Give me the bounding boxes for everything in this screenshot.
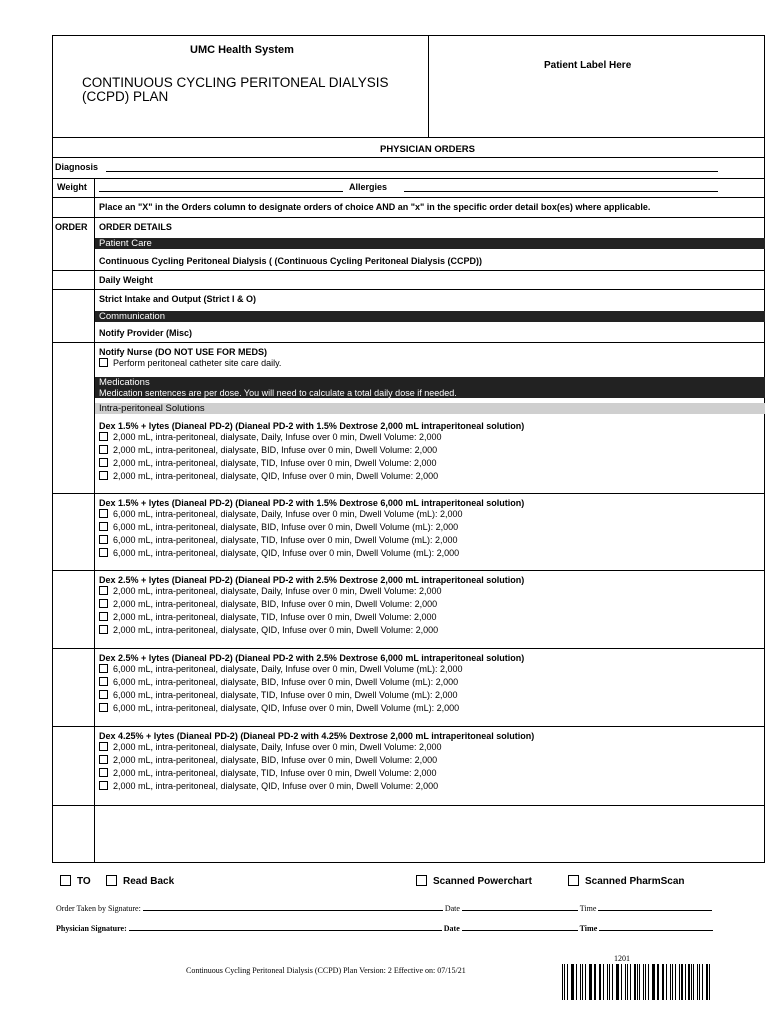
barcode-bar [670, 964, 671, 1000]
solution-order-3[interactable]: Dex 2.5% + lytes (Dianeal PD-2) (Dianeal PD-2 with 2.5% Dextrose 2,000 mL intraperitoneal solution) [99, 575, 525, 585]
barcode-bar [616, 964, 617, 1000]
scanned-powerchart-checkbox[interactable] [416, 875, 532, 887]
patient-label-area: Patient Label Here [544, 60, 632, 71]
barcode-bar [594, 964, 596, 1000]
barcode-bar [652, 964, 653, 1000]
order-notify-provider[interactable]: Notify Provider (Misc) [99, 328, 193, 338]
checkbox[interactable] [99, 471, 108, 480]
solution-option [99, 457, 437, 470]
checkbox[interactable] [99, 509, 108, 518]
checkbox[interactable] [99, 548, 108, 557]
rule [52, 726, 765, 727]
barcode-bar [625, 964, 626, 1000]
medications-note: Medication sentences are per dose. You will need to calculate a total daily dose if needed. [95, 388, 765, 398]
barcode-bar [599, 964, 600, 1000]
label: Scanned PharmScan [585, 876, 685, 887]
diagnosis-label: Diagnosis [55, 162, 99, 172]
order-taken-label: Order Taken by Signature: [56, 904, 141, 913]
physician-orders-heading: PHYSICIAN ORDERS [379, 144, 475, 155]
barcode-bar [645, 964, 646, 1000]
barcode-bar [634, 964, 636, 1000]
solution-option [99, 444, 437, 457]
order-column-header: ORDER [55, 222, 88, 232]
solution-order-5[interactable]: Dex 4.25% + lytes (Dianeal PD-2) (Dianeal PD-2 with 4.25% Dextrose 2,000 mL intraperitoneal solution) [99, 731, 535, 741]
time-field[interactable] [599, 930, 713, 931]
solution-option [99, 767, 437, 780]
section-patient-care: Patient Care [95, 238, 765, 249]
instruction-text: Place an "X" in the Orders column to designate orders of choice AND an "x" in the specific order detail box(es) where applicable. [99, 202, 651, 212]
barcode-bar [585, 964, 586, 1000]
solution-option [99, 598, 437, 611]
barcode-bar [709, 964, 710, 1000]
allergies-field[interactable] [404, 191, 718, 192]
plan-title-line2: (CCPD) PLAN [82, 89, 169, 104]
option-text: 6,000 mL, intra-peritoneal, dialysate, QID, Infuse over 0 min, Dwell Volume (mL): 2,000 [113, 548, 460, 558]
barcode-bar [648, 964, 649, 1000]
section-intraperitoneal: Intra-peritoneal Solutions [95, 403, 765, 414]
barcode-bar [630, 964, 631, 1000]
checkbox[interactable] [416, 875, 427, 886]
barcode-bar [657, 964, 658, 1000]
barcode-bar [675, 964, 676, 1000]
diagnosis-field[interactable] [106, 171, 718, 172]
barcode-bar [691, 964, 692, 1000]
barcode-bar [627, 964, 628, 1000]
barcode-bar [685, 964, 686, 1000]
barcode-bar [609, 964, 610, 1000]
checkbox[interactable] [99, 664, 108, 673]
label: Read Back [123, 876, 175, 887]
solution-order-4[interactable]: Dex 2.5% + lytes (Dianeal PD-2) (Dianeal PD-2 with 2.5% Dextrose 6,000 mL intraperitoneal solution) [99, 653, 525, 663]
barcode-bar [612, 964, 613, 1000]
order-ccpd[interactable]: Continuous Cycling Peritoneal Dialysis ( (Continuous Cycling Peritoneal Dialysis (CCPD)) [99, 256, 483, 266]
rule [52, 342, 765, 343]
order-strict-io[interactable]: Strict Intake and Output (Strict I & O) [99, 294, 257, 304]
barcode-bar [697, 964, 698, 1000]
checkbox[interactable] [106, 875, 117, 886]
option-text: 2,000 mL, intra-peritoneal, dialysate, BID, Infuse over 0 min, Dwell Volume: 2,000 [113, 445, 438, 455]
read-back-checkbox[interactable] [106, 875, 174, 887]
barcode-bar [679, 964, 680, 1000]
option-text: 2,000 mL, intra-peritoneal, dialysate, BID, Infuse over 0 min, Dwell Volume: 2,000 [113, 599, 438, 609]
time-label: Time [579, 904, 597, 913]
solution-option [99, 521, 458, 534]
checkbox[interactable] [99, 522, 108, 531]
barcode-bar [639, 964, 640, 1000]
checkbox[interactable] [99, 358, 108, 367]
option-text: 2,000 mL, intra-peritoneal, dialysate, BID, Infuse over 0 min, Dwell Volume: 2,000 [113, 755, 438, 765]
barcode-bar [603, 964, 604, 1000]
checkbox[interactable] [99, 535, 108, 544]
barcode-bar [662, 964, 663, 1000]
checkbox[interactable] [99, 612, 108, 621]
solution-order-2[interactable]: Dex 1.5% + lytes (Dianeal PD-2) (Dianeal PD-2 with 1.5% Dextrose 6,000 mL intraperitoneal solution) [99, 498, 525, 508]
option-text: 2,000 mL, intra-peritoneal, dialysate, Daily, Infuse over 0 min, Dwell Volume: 2,000 [113, 432, 442, 442]
barcode-bar [663, 964, 664, 1000]
checkbox[interactable] [99, 755, 108, 764]
label: Scanned Powerchart [433, 876, 532, 887]
option-text: 6,000 mL, intra-peritoneal, dialysate, TID, Infuse over 0 min, Dwell Volume (mL): 2,000 [113, 690, 458, 700]
barcode-bar [621, 964, 622, 1000]
solution-option [99, 663, 463, 676]
footer-text: Continuous Cycling Peritoneal Dialysis (CCPD) Plan Version: 2 Effective on: 07/15/21 [186, 966, 466, 975]
order-column-divider [94, 178, 95, 863]
barcode-image [562, 964, 712, 1000]
time-label: Time [579, 924, 598, 933]
barcode-bar [617, 964, 619, 1000]
organization-name: UMC Health System [190, 44, 294, 56]
physician-signature-label: Physician Signature: [56, 924, 127, 933]
checkbox[interactable] [99, 703, 108, 712]
time-field[interactable] [598, 910, 712, 911]
section-medications: Medications [95, 377, 765, 388]
barcode-bar [688, 964, 689, 1000]
option-text: 2,000 mL, intra-peritoneal, dialysate, QID, Infuse over 0 min, Dwell Volume: 2,000 [113, 625, 439, 635]
checkbox[interactable] [99, 625, 108, 634]
barcode-bar [571, 964, 572, 1000]
label: TO [77, 876, 91, 887]
checkbox[interactable] [99, 432, 108, 441]
barcode-bar [693, 964, 694, 1000]
order-notify-nurse[interactable]: Notify Nurse (DO NOT USE FOR MEDS) [99, 347, 268, 357]
rule [52, 197, 765, 198]
solution-option [99, 470, 438, 483]
rule [52, 805, 765, 806]
date-label: Date [443, 924, 460, 933]
barcode-bar [589, 964, 590, 1000]
barcode-bar [564, 964, 565, 1000]
barcode-bar [576, 964, 577, 1000]
rule [52, 570, 765, 571]
barcode-bar [590, 964, 591, 1000]
rule [52, 178, 765, 179]
rule [52, 493, 765, 494]
barcode-bar [702, 964, 703, 1000]
checkbox[interactable] [60, 875, 71, 886]
checkbox[interactable] [99, 458, 108, 467]
solution-option [99, 534, 458, 547]
weight-field[interactable] [99, 191, 343, 192]
date-field[interactable] [462, 910, 578, 911]
option-text: 6,000 mL, intra-peritoneal, dialysate, BID, Infuse over 0 min, Dwell Volume (mL): 2,000 [113, 677, 459, 687]
option-text: 2,000 mL, intra-peritoneal, dialysate, Daily, Infuse over 0 min, Dwell Volume: 2,000 [113, 742, 442, 752]
checkbox[interactable] [568, 875, 579, 886]
checkbox[interactable] [99, 742, 108, 751]
rule [52, 217, 765, 218]
option-text: 2,000 mL, intra-peritoneal, dialysate, Daily, Infuse over 0 min, Dwell Volume: 2,000 [113, 586, 442, 596]
physician-signature-field[interactable] [129, 930, 442, 931]
solution-option [99, 702, 459, 715]
barcode-bar [607, 964, 608, 1000]
barcode-bar [643, 964, 644, 1000]
option-text: 6,000 mL, intra-peritoneal, dialysate, QID, Infuse over 0 min, Dwell Volume (mL): 2,000 [113, 703, 460, 713]
solution-option [99, 611, 437, 624]
section-communication: Communication [95, 311, 765, 322]
option-text: 2,000 mL, intra-peritoneal, dialysate, TID, Infuse over 0 min, Dwell Volume: 2,000 [113, 768, 437, 778]
option-text: 6,000 mL, intra-peritoneal, dialysate, Daily, Infuse over 0 min, Dwell Volume (mL): 2,000 [113, 509, 463, 519]
solution-option [99, 780, 438, 793]
order-details-column-header: ORDER DETAILS [99, 222, 172, 232]
solution-option [99, 689, 458, 702]
rule [52, 648, 765, 649]
solution-option [99, 624, 438, 637]
rule [52, 157, 765, 158]
solution-option [99, 547, 459, 560]
option-text: 2,000 mL, intra-peritoneal, dialysate, TID, Infuse over 0 min, Dwell Volume: 2,000 [113, 612, 437, 622]
barcode-bar [600, 964, 601, 1000]
solution-option [99, 508, 463, 521]
to-checkbox[interactable] [60, 875, 91, 887]
checkbox[interactable] [99, 599, 108, 608]
order-daily-weight[interactable]: Daily Weight [99, 275, 153, 285]
barcode-bar [706, 964, 708, 1000]
plan-title [82, 76, 389, 104]
barcode-bar [572, 964, 574, 1000]
solution-option [99, 741, 442, 754]
barcode-bar [666, 964, 667, 1000]
plan-title-line1: CONTINUOUS CYCLING PERITONEAL DIALYSIS [82, 75, 389, 90]
barcode-bar [699, 964, 700, 1000]
checkbox[interactable] [99, 768, 108, 777]
checkbox[interactable] [99, 445, 108, 454]
barcode-bar [562, 964, 563, 1000]
barcode-bar [653, 964, 655, 1000]
barcode-bar [580, 964, 581, 1000]
checkbox[interactable] [99, 781, 108, 790]
order-taken-signature-field[interactable] [143, 910, 443, 911]
solution-option [99, 676, 458, 689]
option-text: 6,000 mL, intra-peritoneal, dialysate, TID, Infuse over 0 min, Dwell Volume (mL): 2,000 [113, 535, 458, 545]
solution-option [99, 431, 442, 444]
notify-nurse-option [99, 357, 281, 370]
option-text: Perform peritoneal catheter site care daily. [113, 358, 282, 368]
scanned-pharmscan-checkbox[interactable] [568, 875, 684, 887]
physician-signature-row [56, 924, 713, 933]
allergies-label: Allergies [349, 182, 388, 192]
barcode-bar [567, 964, 568, 1000]
checkbox[interactable] [99, 690, 108, 699]
rule [52, 289, 765, 290]
barcode-bar [672, 964, 673, 1000]
option-text: 6,000 mL, intra-peritoneal, dialysate, BID, Infuse over 0 min, Dwell Volume (mL): 2,000 [113, 522, 459, 532]
option-text: 2,000 mL, intra-peritoneal, dialysate, TID, Infuse over 0 min, Dwell Volume: 2,000 [113, 458, 437, 468]
form-code: 1201 [614, 954, 630, 963]
barcode-bar [681, 964, 683, 1000]
solution-order-1[interactable]: Dex 1.5% + lytes (Dianeal PD-2) (Dianeal PD-2 with 1.5% Dextrose 2,000 mL intraperitoneal solution) [99, 421, 525, 431]
option-text: 6,000 mL, intra-peritoneal, dialysate, Daily, Infuse over 0 min, Dwell Volume (mL): 2,000 [113, 664, 463, 674]
solution-option [99, 754, 437, 767]
solution-option [99, 585, 442, 598]
date-field[interactable] [462, 930, 578, 931]
order-taken-signature-row [56, 904, 712, 913]
barcode-bar [582, 964, 583, 1000]
option-text: 2,000 mL, intra-peritoneal, dialysate, QID, Infuse over 0 min, Dwell Volume: 2,000 [113, 781, 439, 791]
barcode-bar [637, 964, 638, 1000]
option-text: 2,000 mL, intra-peritoneal, dialysate, QID, Infuse over 0 min, Dwell Volume: 2,000 [113, 471, 439, 481]
header-divider [428, 35, 429, 138]
checkbox[interactable] [99, 586, 108, 595]
date-label: Date [444, 904, 460, 913]
checkbox[interactable] [99, 677, 108, 686]
rule [52, 270, 765, 271]
header-bottom-rule [52, 137, 765, 138]
weight-label: Weight [57, 182, 87, 192]
